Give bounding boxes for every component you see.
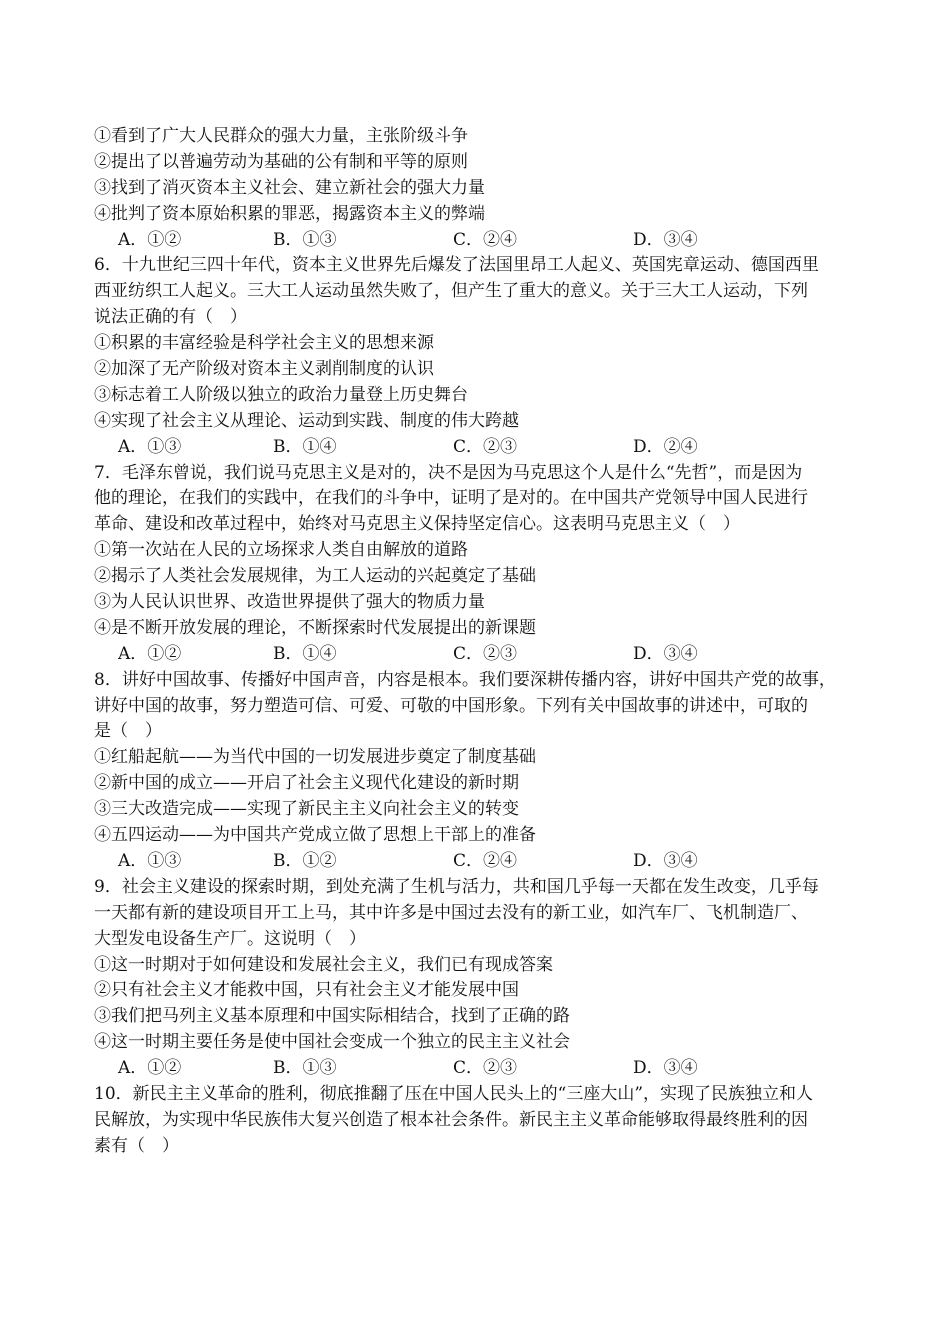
question-stem: 9．社会主义建设的探索时期，到处充满了生机与活力，共和国几乎每一天都在发生改变，几乎每 xyxy=(94,876,819,897)
answer-options xyxy=(94,1056,860,1082)
statement: ③我们把马列主义基本原理和中国实际相结合，找到了正确的路 xyxy=(94,1006,570,1027)
option-b: B．①② xyxy=(273,850,337,871)
question-stem: 素有（ ） xyxy=(94,1135,179,1156)
statement: ④实现了社会主义从理论、运动到实践、制度的伟大跨越 xyxy=(94,410,519,431)
question-9 xyxy=(94,875,860,1082)
option-c: C．②③ xyxy=(453,1058,518,1079)
question-stem: 大型发电设备生产厂。这说明（ ） xyxy=(94,928,366,949)
statement: ③标志着工人阶级以独立的政治力量登上历史舞台 xyxy=(94,384,468,405)
option-d: D．③④ xyxy=(633,850,698,871)
answer-options xyxy=(94,435,860,461)
option-b: B．①③ xyxy=(273,1058,337,1079)
question-stem: 民解放，为实现中华民族伟大复兴创造了根本社会条件。新民主主义革命能够取得最终胜利的因 xyxy=(94,1109,808,1130)
option-a: A．①③ xyxy=(118,436,182,457)
statement: ③找到了消灭资本主义社会、建立新社会的强大力量 xyxy=(94,177,485,198)
option-d: D．③④ xyxy=(633,229,698,250)
question-stem: 是（ ） xyxy=(94,721,162,742)
statement: ①红船起航——为当代中国的一切发展进步奠定了制度基础 xyxy=(94,747,536,768)
option-c: C．②④ xyxy=(453,850,518,871)
question-stem: 7．毛泽东曾说，我们说马克思主义是对的，决不是因为马克思这个人是什么“先哲”，而是因为 xyxy=(94,462,803,483)
statement: ④这一时期主要任务是使中国社会变成一个独立的民主主义社会 xyxy=(94,1032,570,1053)
option-c: C．②④ xyxy=(453,229,518,250)
option-b: B．①④ xyxy=(273,643,337,664)
option-b: B．①③ xyxy=(273,229,337,250)
question-stem: 说法正确的有（ ） xyxy=(94,307,247,328)
option-a: A．①② xyxy=(118,643,182,664)
option-a: A．①② xyxy=(118,229,182,250)
statement: ②提出了以普遍劳动为基础的公有制和平等的原则 xyxy=(94,151,468,172)
option-a: A．①② xyxy=(118,1058,182,1079)
question-stem: 革命、建设和改革过程中，始终对马克思主义保持坚定信心。这表明马克思主义（ ） xyxy=(94,514,740,535)
statement: ①这一时期对于如何建设和发展社会主义，我们已有现成答案 xyxy=(94,954,553,975)
statement: ③为人民认识世界、改造世界提供了强大的物质力量 xyxy=(94,592,485,613)
statement: ③三大改造完成——实现了新民主主义向社会主义的转变 xyxy=(94,799,519,820)
question-6 xyxy=(94,253,860,460)
option-c: C．②③ xyxy=(453,436,518,457)
answer-options xyxy=(94,849,860,875)
question-stem: 10．新民主主义革命的胜利，彻底推翻了压在中国人民头上的“三座大山”，实现了民族独立和人 xyxy=(94,1083,814,1104)
statement: ①第一次站在人民的立场探求人类自由解放的道路 xyxy=(94,540,468,561)
question-stem: 西亚纺织工人起义。三大工人运动虽然失败了，但产生了重大的意义。关于三大工人运动，下列 xyxy=(94,281,808,302)
statement: ②只有社会主义才能救中国，只有社会主义才能发展中国 xyxy=(94,980,519,1001)
statement: ①看到了广大人民群众的强大力量，主张阶级斗争 xyxy=(94,126,468,146)
statement: ②加深了无产阶级对资本主义剥削制度的认识 xyxy=(94,359,434,380)
answer-options xyxy=(94,642,860,668)
statement: ④是不断开放发展的理论，不断探索时代发展提出的新课题 xyxy=(94,617,536,638)
statement: ②新中国的成立——开启了社会主义现代化建设的新时期 xyxy=(94,773,519,794)
exam-page xyxy=(94,124,860,1160)
option-a: A．①③ xyxy=(118,850,182,871)
statement: ④五四运动——为中国共产党成立做了思想上干部上的准备 xyxy=(94,825,536,846)
question-intro xyxy=(94,124,860,253)
answer-options xyxy=(94,228,860,254)
question-stem: 讲好中国的故事，努力塑造可信、可爱、可敬的中国形象。下列有关中国故事的讲述中，可取的 xyxy=(94,695,808,716)
question-stem: 6．十九世纪三四十年代，资本主义世界先后爆发了法国里昂工人起义、英国宪章运动、德国西里 xyxy=(94,255,819,276)
option-d: D．③④ xyxy=(633,643,698,664)
option-c: C．②③ xyxy=(453,643,518,664)
option-d: D．②④ xyxy=(633,436,698,457)
question-stem: 一天都有新的建设项目开工上马，其中许多是中国过去没有的新工业，如汽车厂、飞机制造厂、 xyxy=(94,902,808,923)
statement: ①积累的丰富经验是科学社会主义的思想来源 xyxy=(94,333,434,354)
question-10 xyxy=(94,1082,860,1160)
question-7 xyxy=(94,461,860,668)
statement: ④批判了资本原始积累的罪恶，揭露资本主义的弊端 xyxy=(94,203,485,224)
question-stem: 8．讲好中国故事、传播好中国声音，内容是根本。我们要深耕传播内容，讲好中国共产党的故事， xyxy=(94,669,836,690)
question-stem: 他的理论，在我们的实践中，在我们的斗争中，证明了是对的。在中国共产党领导中国人民进行 xyxy=(94,488,808,509)
statement: ②揭示了人类社会发展规律，为工人运动的兴起奠定了基础 xyxy=(94,566,536,587)
option-b: B．①④ xyxy=(273,436,337,457)
option-d: D．③④ xyxy=(633,1058,698,1079)
question-8 xyxy=(94,668,860,875)
